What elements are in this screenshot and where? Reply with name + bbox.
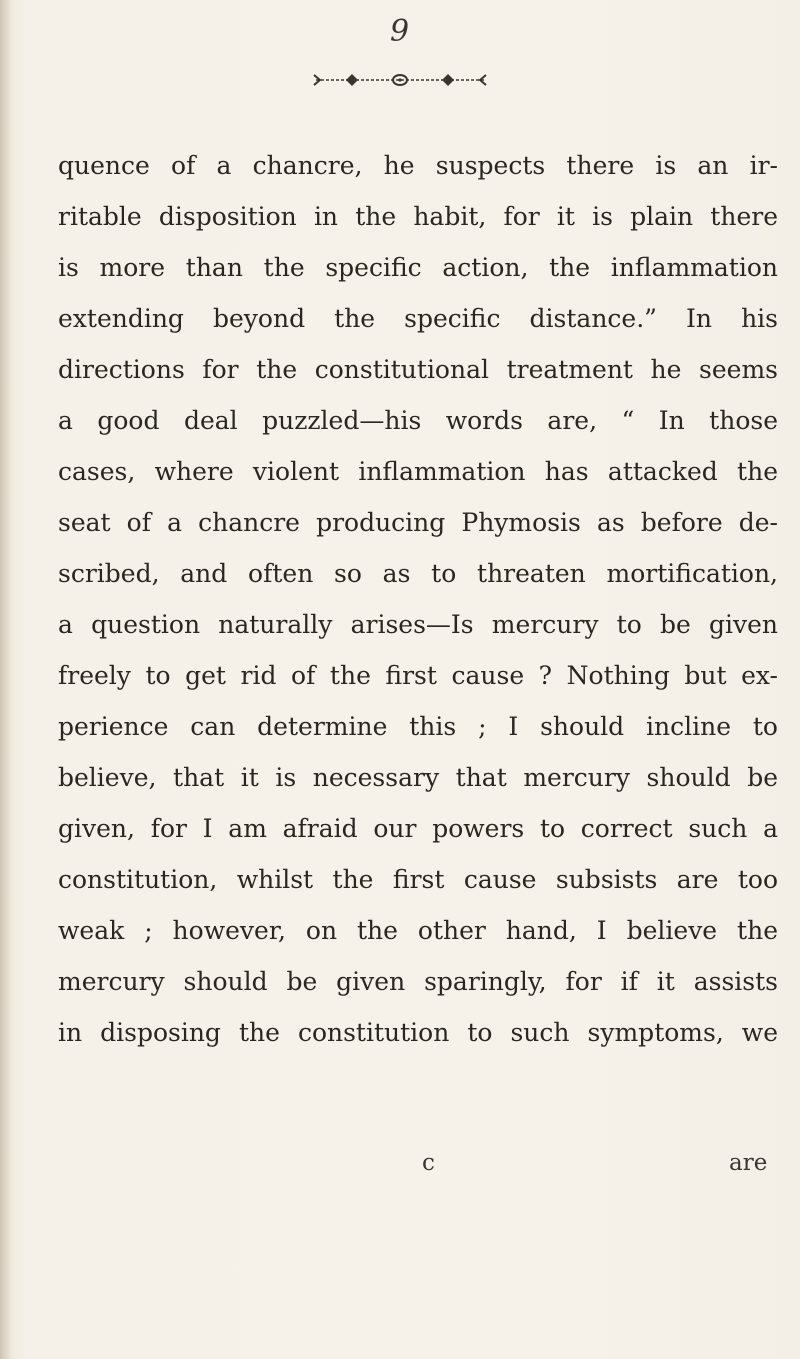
text-line: mercury should be given sparingly, for if it assists	[58, 967, 778, 996]
text-line: given, for I am afraid our powers to correct such a	[58, 814, 778, 843]
text-line: extending beyond the specific distance.” In his	[58, 304, 778, 333]
text-line: perience can determine this ; I should incline to	[58, 712, 778, 741]
text-line: a good deal puzzled—his words are, “ In those	[58, 406, 778, 435]
catchword: are	[729, 1150, 768, 1176]
decorative-ornament-icon	[312, 72, 488, 88]
text-line: directions for the constitutional treatment he seems	[58, 355, 778, 384]
text-line: scribed, and often so as to threaten mortification,	[58, 559, 778, 588]
body-text	[58, 140, 778, 1058]
text-line: cases, where violent inflammation has attacked the	[58, 457, 778, 486]
page-number: 9	[389, 14, 411, 49]
text-line: a question naturally arises—Is mercury to be given	[58, 610, 778, 639]
text-line: freely to get rid of the first cause ? Nothing but ex-	[58, 661, 778, 690]
page-footer	[0, 1150, 800, 1190]
text-line: believe, that it is necessary that mercury should be	[58, 763, 778, 792]
text-line: constitution, whilst the first cause subsists are too	[58, 865, 778, 894]
text-line: in disposing the constitution to such symptoms, we	[58, 1018, 778, 1047]
text-line: weak ; however, on the other hand, I believe the	[58, 916, 778, 945]
text-line: seat of a chancre producing Phymosis as before de-	[58, 508, 778, 537]
text-line: ritable disposition in the habit, for it is plain there	[58, 202, 778, 231]
text-line: quence of a chancre, he suspects there is an ir-	[58, 151, 778, 180]
signature-mark: c	[422, 1150, 435, 1176]
text-line: is more than the specific action, the inflammation	[58, 253, 778, 282]
